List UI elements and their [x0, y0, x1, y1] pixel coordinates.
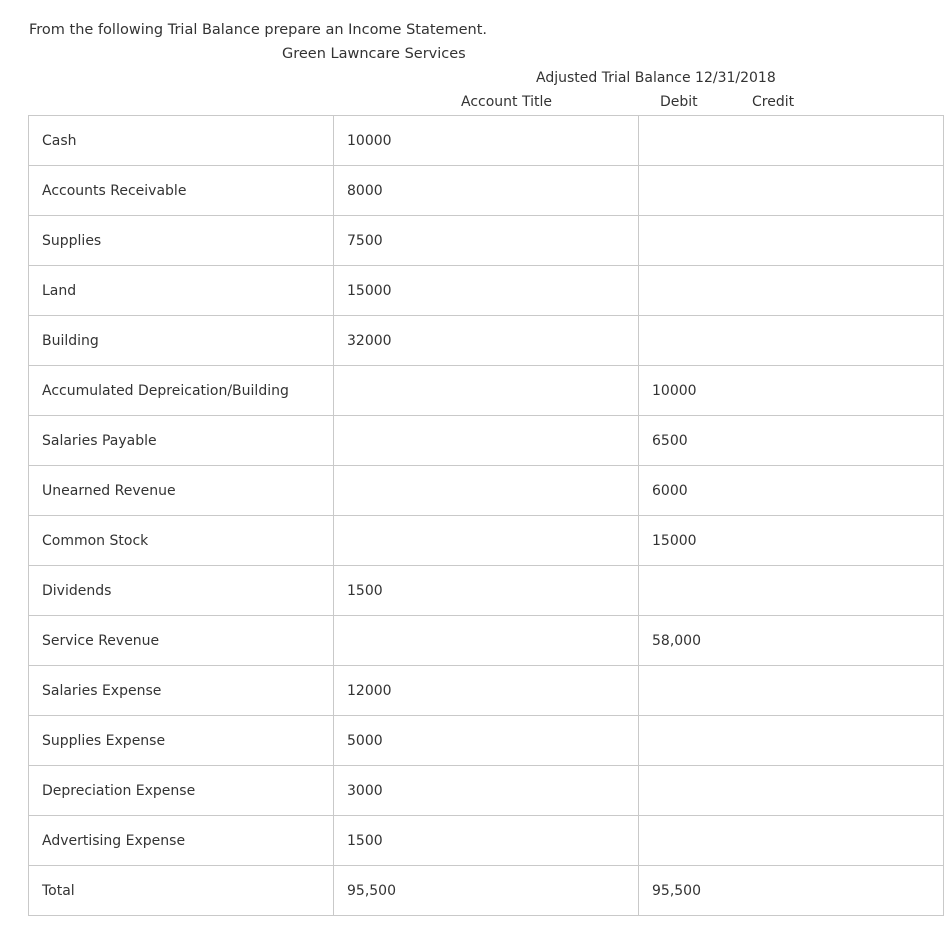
account-cell: Advertising Expense	[29, 816, 334, 866]
table-row	[29, 866, 944, 916]
credit-cell	[639, 766, 944, 816]
account-cell: Accumulated Depreication/Building	[29, 366, 334, 416]
debit-cell: 5000	[334, 716, 639, 766]
credit-cell: 15000	[639, 516, 944, 566]
header-debit: Debit	[660, 94, 698, 110]
debit-cell: 12000	[334, 666, 639, 716]
debit-cell: 95,500	[334, 866, 639, 916]
debit-cell: 1500	[334, 566, 639, 616]
account-cell: Unearned Revenue	[29, 466, 334, 516]
debit-cell: 10000	[334, 116, 639, 166]
credit-cell	[639, 216, 944, 266]
debit-cell: 1500	[334, 816, 639, 866]
account-cell: Building	[29, 316, 334, 366]
debit-cell	[334, 466, 639, 516]
account-cell: Common Stock	[29, 516, 334, 566]
credit-cell: 58,000	[639, 616, 944, 666]
header-account-title: Account Title	[461, 94, 552, 110]
credit-cell: 6000	[639, 466, 944, 516]
debit-cell	[334, 366, 639, 416]
table-row	[29, 416, 944, 466]
table-row	[29, 716, 944, 766]
table-row	[29, 766, 944, 816]
table-row	[29, 616, 944, 666]
credit-cell	[639, 116, 944, 166]
account-cell: Dividends	[29, 566, 334, 616]
table-row	[29, 216, 944, 266]
header-credit: Credit	[752, 94, 795, 110]
account-cell: Cash	[29, 116, 334, 166]
table-row	[29, 816, 944, 866]
credit-cell	[639, 266, 944, 316]
credit-cell	[639, 566, 944, 616]
debit-cell: 7500	[334, 216, 639, 266]
debit-cell: 3000	[334, 766, 639, 816]
credit-cell	[639, 166, 944, 216]
credit-cell	[639, 666, 944, 716]
account-cell: Salaries Expense	[29, 666, 334, 716]
debit-cell	[334, 616, 639, 666]
debit-cell: 15000	[334, 266, 639, 316]
credit-cell: 10000	[639, 366, 944, 416]
debit-cell: 32000	[334, 316, 639, 366]
account-cell: Supplies Expense	[29, 716, 334, 766]
debit-cell	[334, 516, 639, 566]
table-row	[29, 516, 944, 566]
account-cell: Accounts Receivable	[29, 166, 334, 216]
account-cell: Depreciation Expense	[29, 766, 334, 816]
table-row	[29, 366, 944, 416]
table-row	[29, 316, 944, 366]
company-name: Green Lawncare Services	[282, 46, 466, 62]
account-cell: Supplies	[29, 216, 334, 266]
table-row	[29, 566, 944, 616]
credit-cell	[639, 816, 944, 866]
account-cell: Service Revenue	[29, 616, 334, 666]
debit-cell: 8000	[334, 166, 639, 216]
instruction-text: From the following Trial Balance prepare an Income Statement.	[29, 22, 488, 38]
account-cell: Salaries Payable	[29, 416, 334, 466]
table-row	[29, 466, 944, 516]
credit-cell: 95,500	[639, 866, 944, 916]
table-row	[29, 166, 944, 216]
account-cell: Total	[29, 866, 334, 916]
credit-cell	[639, 716, 944, 766]
trial-balance-title: Adjusted Trial Balance 12/31/2018	[536, 70, 776, 86]
trial-balance-body	[29, 116, 944, 916]
account-cell: Land	[29, 266, 334, 316]
trial-balance-table	[28, 115, 944, 916]
table-row	[29, 116, 944, 166]
credit-cell: 6500	[639, 416, 944, 466]
credit-cell	[639, 316, 944, 366]
table-row	[29, 666, 944, 716]
table-row	[29, 266, 944, 316]
debit-cell	[334, 416, 639, 466]
